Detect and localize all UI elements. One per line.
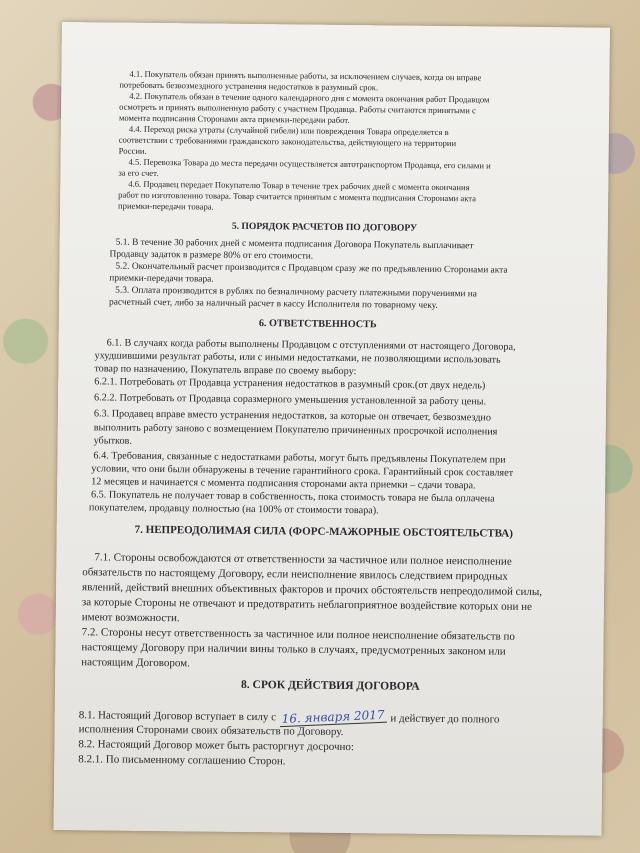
paragraph-line: ухудшившими результат работы, или с иными недостатками, не позволяющими использовать xyxy=(94,350,501,366)
paragraph-line: работ по изготовлению товара. Товар считается принятым с момента подписания Сторонами акта xyxy=(118,189,477,204)
paragraph-line: 7.1. Стороны освобождаются от ответственности за частичное или полное неисполнение xyxy=(94,551,512,568)
paragraph-line: расчетный счет, либо за наличный расчет в кассу Исполнителя по товарному чеку. xyxy=(109,297,438,311)
paragraph-line: за его счет. xyxy=(118,167,159,179)
handwritten-date: 16. января 2017 xyxy=(280,708,387,728)
paragraph-line: потребовать безвозмездного устранения недостатков в разумный срок. xyxy=(119,79,379,93)
section-heading: 6. ОТВЕТСТВЕННОСТЬ xyxy=(258,318,377,331)
paragraph-line: товар по назначению, Покупатель вправе по своему выбору: xyxy=(94,363,357,378)
paragraph-line: 12 месяцев и начинается с момента подписания сторонами акта приемки – сдачи товара. xyxy=(91,476,476,492)
paragraph-line: России. xyxy=(118,145,147,156)
paragraph-line: настоящим Договором. xyxy=(81,656,190,670)
paragraph-line: покупателем, продавцу полностью (на 100% от стоимости товара). xyxy=(88,502,379,517)
paragraph-text: и действует до полного xyxy=(390,712,500,726)
paragraph-line: выполнить работу заново с возмещением Покупателю причиненных просрочкой исполнения xyxy=(93,422,498,438)
paragraph-line: 4.4. Переход риска утраты (случайной гибели) или повреждения Товара определяется в xyxy=(128,123,449,138)
paragraph-line: 5.1. В течение 30 рабочих дней с момента подписания Договора Покупатель выплачивает xyxy=(115,237,474,252)
paragraph-line: 5.3. Оплата производится в рублях по безналичному расчету платежными поручениями на xyxy=(115,285,478,300)
paragraph-line: 5.2. Окончательный расчет производится с Продавцом сразу же по предъявлению Сторонами акта xyxy=(115,261,508,276)
paragraph-line: 8.2.1. По письменному соглашению Сторон. xyxy=(78,753,286,768)
paragraph-line: 6.5. Покупатель не получает товар в собственность, пока стоимость товара не была оплачена xyxy=(90,489,495,505)
paragraph-line: 6.2.1. Потребовать от Продавца устранения недостатков в разумный срок.(от двух недель) xyxy=(94,376,486,392)
paragraph-line: 6.2.2. Потребовать от Продавца соразмерного уменьшения установленной за работу цены. xyxy=(94,392,487,408)
paragraph-text: 8.1. Настоящий Договор вступает в силу с xyxy=(78,709,277,724)
paragraph-line: условии, что они были обнаружены в течение гарантийного срока. Гарантийный срок составляет xyxy=(91,463,514,479)
paragraph-line: обязательств по настоящему Договору, если неисполнение явилось следствием природных xyxy=(82,566,508,583)
paragraph-line: 4.2. Покупатель обязан в течение одного календарного дня с момента окончания работ Продавцом xyxy=(129,90,490,105)
section-heading: 8. СРОК ДЕЙСТВИЯ ДОГОВОРА xyxy=(241,678,420,693)
paragraph-line: соответствии с требованиями гражданского законодательства, действующего на территории xyxy=(118,134,457,149)
paragraph-line: 4.5. Перевозка Товара до места передачи осуществляется автотранспортом Продавца, его силами и xyxy=(128,156,491,171)
paragraph-line: настоящему Договору при наличии вины только в случаях, предусмотренных законом или xyxy=(81,641,506,658)
paragraph-line: 4.6. Продавец передает Покупателю Товар в течение трех рабочих дней с момента окончания xyxy=(128,178,470,193)
section-heading: 7. НЕПРЕОДОЛИМАЯ СИЛА (ФОРС-МАЖОРНЫЕ ОБСТОЯТЕЛЬСТВА) xyxy=(134,523,513,540)
paragraph-line: приемки-передачи товара. xyxy=(109,273,214,285)
paragraph-line: 8.2. Настоящий Договор может быть расторгнут досрочно: xyxy=(78,738,355,754)
paragraph-line: убытков. xyxy=(93,435,132,447)
paragraph-line: 6.4. Требования, связанные с недостатками работы, могут быть предъявлены Покупателем при xyxy=(93,450,506,466)
paragraph-line: приемки-передачи товара. xyxy=(118,200,214,212)
contract-page xyxy=(54,22,610,836)
paragraph-line: имеют возможности. xyxy=(81,611,180,625)
section-4 xyxy=(62,22,610,212)
paragraph-line: за которые Стороны не отвечают и предотвратить неблагоприятное воздействие которых они не xyxy=(81,596,532,613)
paragraph-line: исполнения Сторонами своих обязательств по Договору. xyxy=(78,723,344,738)
section-heading: 5. ПОРЯДОК РАСЧЕТОВ ПО ДОГОВОРУ xyxy=(231,220,418,234)
paragraph-line: 4.1. Покупатель обязан принять выполненные работы, за исключением случаев, когда он вправе xyxy=(129,68,482,83)
paragraph-line: 7.2. Стороны несут ответственность за частичное или полное неисполнение обязательств по xyxy=(81,626,515,643)
paragraph-line: 6.1. В случаях когда работы выполнены Продавцом с отступлениями от настоящего Договора, xyxy=(106,337,516,353)
paragraph-line: явлений, действий внешних объективных факторов и прочих обстоятельств непреодолимой силы, xyxy=(82,581,543,599)
paragraph-line: осмотреть и принять выполненную работу с участием Продавца. Работы считаются принятыми с xyxy=(119,101,476,116)
paragraph-line: 6.3. Продавец вправе вместо устранения недостатков, за которые он отвечает, безвозмездно xyxy=(93,408,492,424)
paragraph-line: Продавцу задаток в размере 80% от его стоимости. xyxy=(109,249,314,262)
paragraph-line: момента подписания Сторонами акта приемки-передачи работ. xyxy=(118,112,350,126)
